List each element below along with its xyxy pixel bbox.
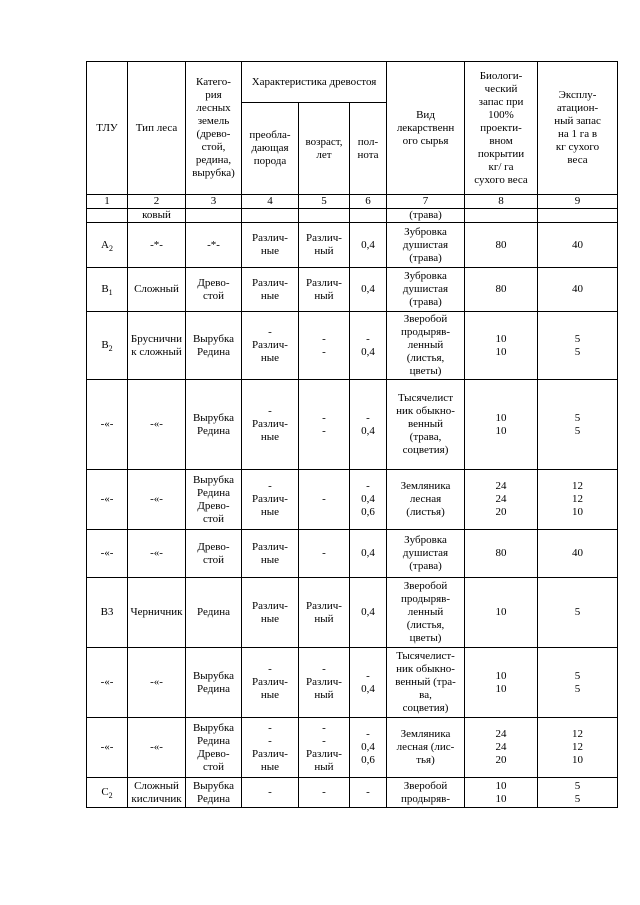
land-category-cell: Вырубка Редина xyxy=(186,778,242,808)
table-row xyxy=(87,312,618,380)
density-cell: 0,4 xyxy=(350,578,387,648)
exp-stock-cell: 40 xyxy=(538,223,618,268)
density-cell: - 0,4 xyxy=(350,312,387,380)
tlu-subscript: 1 xyxy=(108,288,113,298)
tlu-cell xyxy=(87,648,128,718)
exp-stock-cell: 5 5 xyxy=(538,312,618,380)
dominant-species-cell: - Различ- ные xyxy=(242,648,299,718)
forest-type-cell: -«- xyxy=(128,718,186,778)
land-category-cell xyxy=(186,209,242,223)
age-cell: Различ- ный xyxy=(299,268,350,312)
bio-stock-cell: 10 10 xyxy=(465,380,538,470)
table-row xyxy=(87,209,618,223)
exp-stock-cell: 5 xyxy=(538,578,618,648)
land-category-cell: Редина xyxy=(186,578,242,648)
header-forest-type: Тип леса xyxy=(128,62,186,195)
tlu-letter: -«- xyxy=(100,741,114,753)
bio-stock-cell: 10 xyxy=(465,578,538,648)
forest-type-cell: Сложный кисличник xyxy=(128,778,186,808)
dominant-species-cell: Различ- ные xyxy=(242,268,299,312)
tlu-cell xyxy=(87,209,128,223)
exp-stock-cell: 12 12 10 xyxy=(538,470,618,530)
tlu-subscript: 2 xyxy=(108,344,113,354)
raw-material-cell: Зверобой продыряв- ленный (листья, цветы) xyxy=(387,578,465,648)
dominant-species-cell: - xyxy=(242,778,299,808)
land-category-cell: Древо- стой xyxy=(186,268,242,312)
tlu-cell xyxy=(87,578,128,648)
forest-type-cell: Сложный xyxy=(128,268,186,312)
col-number: 2 xyxy=(128,195,186,209)
density-cell: 0,4 xyxy=(350,530,387,578)
raw-material-cell: Земляника лесная (лис- тья) xyxy=(387,718,465,778)
table-row xyxy=(87,470,618,530)
col-number: 5 xyxy=(299,195,350,209)
exp-stock-cell: 5 5 xyxy=(538,380,618,470)
raw-material-cell: Зубровка душистая (трава) xyxy=(387,530,465,578)
header-density: пол- нота xyxy=(350,103,387,195)
exp-stock-cell: 40 xyxy=(538,530,618,578)
raw-material-cell: Зверобой продыряв- xyxy=(387,778,465,808)
density-cell: - 0,4 0,6 xyxy=(350,470,387,530)
header-raw-material: Вид лекарственн ого сырья xyxy=(387,62,465,195)
table-row xyxy=(87,380,618,470)
col-number: 7 xyxy=(387,195,465,209)
land-category-cell: Вырубка Редина xyxy=(186,312,242,380)
tlu-letter: В3 xyxy=(100,606,114,618)
dominant-species-cell: Различ- ные xyxy=(242,223,299,268)
bio-stock-cell: 80 xyxy=(465,223,538,268)
tlu-cell xyxy=(87,380,128,470)
dominant-species-cell: - Различ- ные xyxy=(242,470,299,530)
tlu-cell xyxy=(87,778,128,808)
raw-material-cell: Зубровка душистая (трава) xyxy=(387,268,465,312)
tlu-letter: -«- xyxy=(100,418,114,430)
density-cell: 0,4 xyxy=(350,268,387,312)
tlu-letter: -«- xyxy=(100,676,114,688)
bio-stock-cell: 10 10 xyxy=(465,312,538,380)
dominant-species-cell: Различ- ные xyxy=(242,578,299,648)
age-cell: Различ- ный xyxy=(299,578,350,648)
bio-stock-cell xyxy=(465,209,538,223)
exp-stock-cell: 12 12 10 xyxy=(538,718,618,778)
forest-type-cell: -*- xyxy=(128,223,186,268)
raw-material-cell: Зубровка душистая (трава) xyxy=(387,223,465,268)
tlu-letter: А xyxy=(101,238,109,251)
tlu-subscript: 2 xyxy=(108,243,113,253)
tlu-cell xyxy=(87,718,128,778)
col-number: 4 xyxy=(242,195,299,209)
forest-type-cell: -«- xyxy=(128,380,186,470)
col-number: 6 xyxy=(350,195,387,209)
forest-type-cell: -«- xyxy=(128,530,186,578)
header-dominant-species: преобла- дающая порода xyxy=(242,103,299,195)
age-cell: - - xyxy=(299,380,350,470)
age-cell: - - Различ- ный xyxy=(299,718,350,778)
bio-stock-cell: 24 24 20 xyxy=(465,470,538,530)
tlu-cell xyxy=(87,223,128,268)
table-row xyxy=(87,530,618,578)
land-category-cell: Вырубка Редина Древо- стой xyxy=(186,470,242,530)
tlu-cell xyxy=(87,312,128,380)
land-category-cell: -*- xyxy=(186,223,242,268)
age-cell: - xyxy=(299,778,350,808)
age-cell: - Различ- ный xyxy=(299,648,350,718)
table-row xyxy=(87,223,618,268)
forest-resources-table xyxy=(86,61,618,808)
age-cell: - - xyxy=(299,312,350,380)
age-cell: - xyxy=(299,530,350,578)
table-row xyxy=(87,778,618,808)
dominant-species-cell: - Различ- ные xyxy=(242,380,299,470)
raw-material-cell: Тысячелист ник обыкно- венный (трава, соцветия) xyxy=(387,380,465,470)
header-land-category: Катего- рия лесных земель (древо- стой, редина, вырубка) xyxy=(186,62,242,195)
raw-material-cell: Зверобой продыряв- ленный (листья, цветы) xyxy=(387,312,465,380)
bio-stock-cell: 24 24 20 xyxy=(465,718,538,778)
age-cell xyxy=(299,209,350,223)
density-cell: - 0,4 xyxy=(350,380,387,470)
col-number: 8 xyxy=(465,195,538,209)
forest-type-cell: Черничник xyxy=(128,578,186,648)
land-category-cell: Древо- стой xyxy=(186,530,242,578)
table-row xyxy=(87,718,618,778)
exp-stock-cell: 5 5 xyxy=(538,648,618,718)
column-number-row xyxy=(87,195,618,209)
land-category-cell: Вырубка Редина Древо- стой xyxy=(186,718,242,778)
tlu-cell xyxy=(87,530,128,578)
density-cell: - 0,4 0,6 xyxy=(350,718,387,778)
forest-type-cell: Бруснични к сложный xyxy=(128,312,186,380)
density-cell: - 0,4 xyxy=(350,648,387,718)
land-category-cell: Вырубка Редина xyxy=(186,648,242,718)
table-row xyxy=(87,268,618,312)
raw-material-cell: Тысячелист- ник обыкно- венный (тра- ва, соцветия) xyxy=(387,648,465,718)
dominant-species-cell: - Различ- ные xyxy=(242,312,299,380)
dominant-species-cell: - - Различ- ные xyxy=(242,718,299,778)
header-exp-stock: Эксплу- атацион- ный запас на 1 га в кг сухого веса xyxy=(538,62,618,195)
header-age: возраст, лет xyxy=(299,103,350,195)
dominant-species-cell: Различ- ные xyxy=(242,530,299,578)
header-stand-characteristics: Характеристика древостоя xyxy=(242,62,387,103)
density-cell xyxy=(350,209,387,223)
bio-stock-cell: 80 xyxy=(465,268,538,312)
tlu-letter: С xyxy=(101,786,109,798)
bio-stock-cell: 10 10 xyxy=(465,778,538,808)
density-cell: - xyxy=(350,778,387,808)
raw-material-cell: Земляника лесная (листья) xyxy=(387,470,465,530)
table-row xyxy=(87,578,618,648)
density-cell: 0,4 xyxy=(350,223,387,268)
header-tlu: ТЛУ xyxy=(87,62,128,195)
forest-type-cell: ковый xyxy=(128,209,186,223)
raw-material-cell: (трава) xyxy=(387,209,465,223)
tlu-letter: -«- xyxy=(100,547,114,559)
col-number: 1 xyxy=(87,195,128,209)
dominant-species-cell xyxy=(242,209,299,223)
tlu-cell xyxy=(87,470,128,530)
forest-type-cell: -«- xyxy=(128,648,186,718)
exp-stock-cell: 40 xyxy=(538,268,618,312)
tlu-cell xyxy=(87,268,128,312)
tlu-letter: В xyxy=(101,283,109,295)
header-bio-stock: Биологи- ческий запас при 100% проекти- вном покрытии кг/ га сухого веса xyxy=(465,62,538,195)
tlu-letter: -«- xyxy=(100,493,114,505)
land-category-cell: Вырубка Редина xyxy=(186,380,242,470)
age-cell: Различ- ный xyxy=(299,223,350,268)
forest-type-cell: -«- xyxy=(128,470,186,530)
age-cell: - xyxy=(299,470,350,530)
col-number: 3 xyxy=(186,195,242,209)
tlu-subscript: 2 xyxy=(108,791,113,801)
bio-stock-cell: 80 xyxy=(465,530,538,578)
exp-stock-cell xyxy=(538,209,618,223)
col-number: 9 xyxy=(538,195,618,209)
exp-stock-cell: 5 5 xyxy=(538,778,618,808)
table-row xyxy=(87,648,618,718)
bio-stock-cell: 10 10 xyxy=(465,648,538,718)
tlu-letter: В xyxy=(101,339,109,351)
